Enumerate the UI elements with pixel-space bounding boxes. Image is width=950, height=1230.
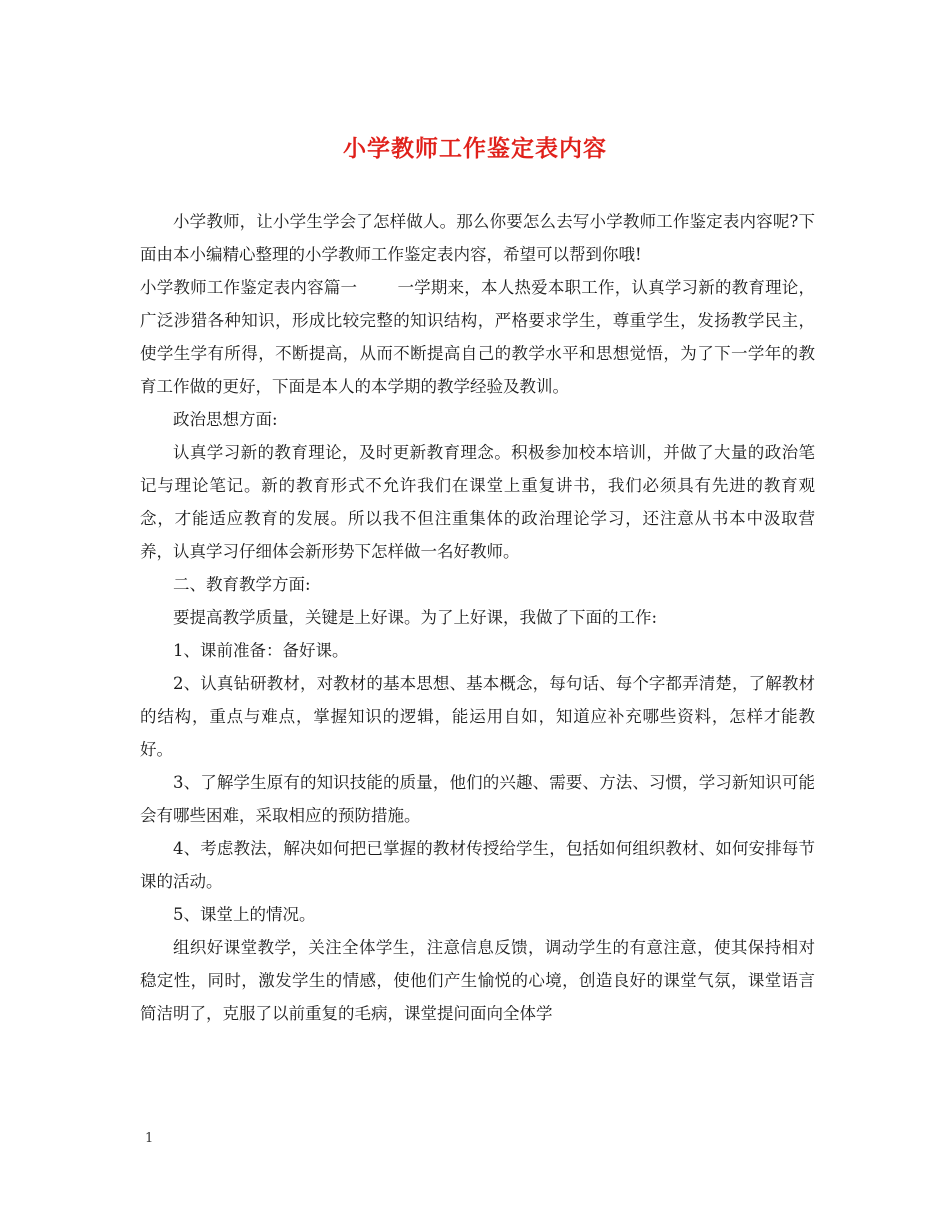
page-number: 1 (145, 1131, 154, 1146)
document-title: 小学教师工作鉴定表内容 (343, 135, 607, 162)
intro-text: 小学教师，让小学生学会了怎样做人。那么你要怎么去写小学教师工作鉴定表内容呢?下面由本小编精心整理的小学教师工作鉴定表内容，希望可以帮到你哦! (140, 212, 815, 264)
paragraph-classroom: 组织好课堂教学，关注全体学生，注意信息反馈，调动学生的有意注意，使其保持相对稳定性，同时，激发学生的情感，使他们产生愉悦的心境，创造良好的课堂气氛，课堂语言简洁明了，克服了以前重复的毛病，课堂提问面向全体学 (140, 938, 815, 1023)
paragraph-item-3: 3、了解学生原有的知识技能的质量，他们的兴趣、需要、方法、习惯，学习新知识可能会有哪些困难，采取相应的预防措施。 (140, 773, 815, 825)
section-text: 一学期来，本人热爱本职工作，认真学习新的教育理论，广泛涉猎各种知识，形成比较完整的知识结构，严格要求学生，尊重学生，发扬教学民主，使学生学有所得，不断提高，从而不断提高自己的教学水平和思想觉悟，为了下一学年的教育工作做的更好，下面是本人的本学期的教学经验及教训。 (140, 278, 816, 396)
paragraph-item-5: 5、课堂上的情况。 (173, 905, 316, 924)
document-body (140, 205, 815, 1030)
paragraph-teaching-intro: 要提高教学质量，关键是上好课。为了上好课，我做了下面的工作: (173, 608, 658, 627)
paragraph-teaching-heading: 二、教育教学方面: (173, 575, 311, 594)
paragraph-item-4: 4、考虑教法，解决如何把已掌握的教材传授给学生，包括如何组织教材、如何安排每节课的活动。 (140, 839, 815, 891)
intro-paragraph (140, 205, 815, 271)
paragraph-item-1: 1、课前准备：备好课。 (173, 641, 349, 660)
paragraph-item-2: 2、认真钻研教材，对教材的基本思想、基本概念，每句话、每个字都弄清楚，了解教材的结构，重点与难点，掌握知识的逻辑，能运用自如，知道应补充哪些资料，怎样才能教好。 (140, 674, 815, 759)
section-one-paragraph (140, 271, 815, 403)
section-label: 小学教师工作鉴定表内容篇一 (140, 278, 358, 297)
paragraph-politics-heading: 政治思想方面: (173, 410, 278, 429)
paragraph-politics: 认真学习新的教育理论，及时更新教育理念。积极参加校本培训，并做了大量的政治笔记与理论笔记。新的教育形式不允许我们在课堂上重复讲书，我们必须具有先进的教育观念，才能适应教育的发展。所以我不但注重集体的政治理论学习，还注意从书本中汲取营养，认真学习仔细体会新形势下怎样做一名好教师。 (140, 443, 815, 561)
